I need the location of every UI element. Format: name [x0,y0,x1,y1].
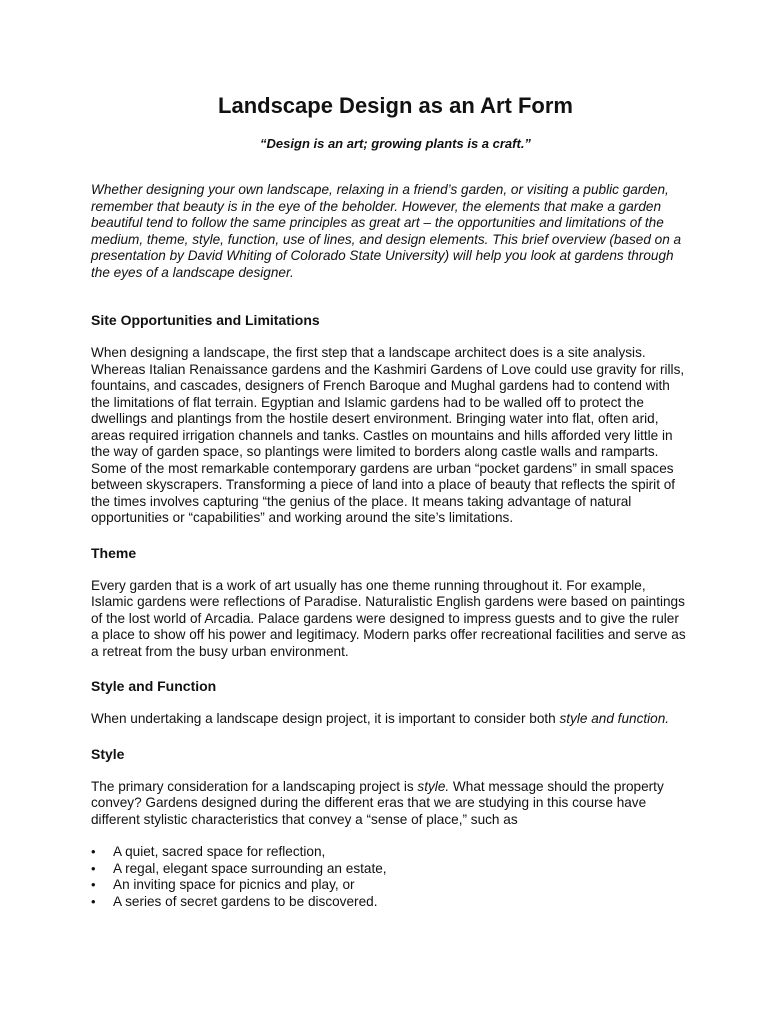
list-item: • An inviting space for picnics and play, or [91,877,686,894]
style-paragraph [91,779,686,829]
style-function-text: When undertaking a landscape design project, it is important to consider both [91,711,560,726]
document-title: Landscape Design as an Art Form [218,93,573,118]
style-text-prefix: The primary consideration for a landscaping project is [91,778,418,794]
theme-paragraph: Every garden that is a work of art usually has one theme running throughout it. For example, Islamic gardens were reflections of Paradise. Naturalistic English gardens were based on paintings of the lost world of Arcadia. Palace gardens were designed to impress guests and to give the ruler a place to show off his power and legitimacy. Modern parks offer recreational facilities and serve as a retreat from the busy urban environment. [91,577,686,659]
list-item: • A regal, elegant space surrounding an estate, [91,861,686,878]
theme-heading: Theme [91,544,137,561]
document-subtitle-quote: “Design is an art; growing plants is a craft.” [260,136,531,151]
style-function-emphasis: style and function. [559,711,670,726]
style-function-heading: Style and Function [91,678,217,694]
style-bullet-list [91,844,686,910]
list-item: • A series of secret gardens to be discovered. [91,894,686,911]
site-paragraph: When designing a landscape, the first step that a landscape architect does is a site analysis. Whereas Italian Renaissance gardens and the Kashmiri Gardens of Love could use gravity for rills, fountains, and cascades, designers of French Baroque and Mughal gardens had to contend with the limitations of flat terrain. Egyptian and Islamic gardens had to be walled off to protect the dwellings and plantings from the hostile desert environment. Bringing water into flat, often arid, areas required irrigation channels and tanks. Castles on mountains and hills afforded very little in the way of garden space, so plantings were limited to borders along castle walls and ramparts. Some of the most remarkable contemporary gardens are urban “pocket gardens” in small spaces between skyscrapers. Transforming a piece of land into a place of beauty that reflects the spirit of the times involves capturing “the genius of the place. It means taking advantage of natural opportunities or “capabilities” and working around the site’s limitations. [91,345,685,525]
site-heading: Site Opportunities and Limitations [91,312,320,328]
style-heading: Style [91,745,125,762]
style-function-paragraph [91,711,686,728]
style-text-suffix: What message should the property convey? Gardens designed during the different eras that we are studying in this course have different stylistic characteristics that convey a “sense of place,” such as [91,778,664,827]
intro-paragraph: Whether designing your own landscape, relaxing in a friend’s garden, or visiting a public garden, remember that beauty is in the eye of the beholder. However, the elements that make a garden beautiful tend to follow the same principles as great art – the opportunities and limitations of the medium, theme, style, function, use of lines, and design elements. This brief overview (based on a presentation by David Whiting of Colorado State University) will help you look at gardens through the eyes of a landscape designer. [91,182,682,280]
style-emphasis: style. [417,778,450,794]
list-item: • A quiet, sacred space for reflection, [91,844,686,861]
